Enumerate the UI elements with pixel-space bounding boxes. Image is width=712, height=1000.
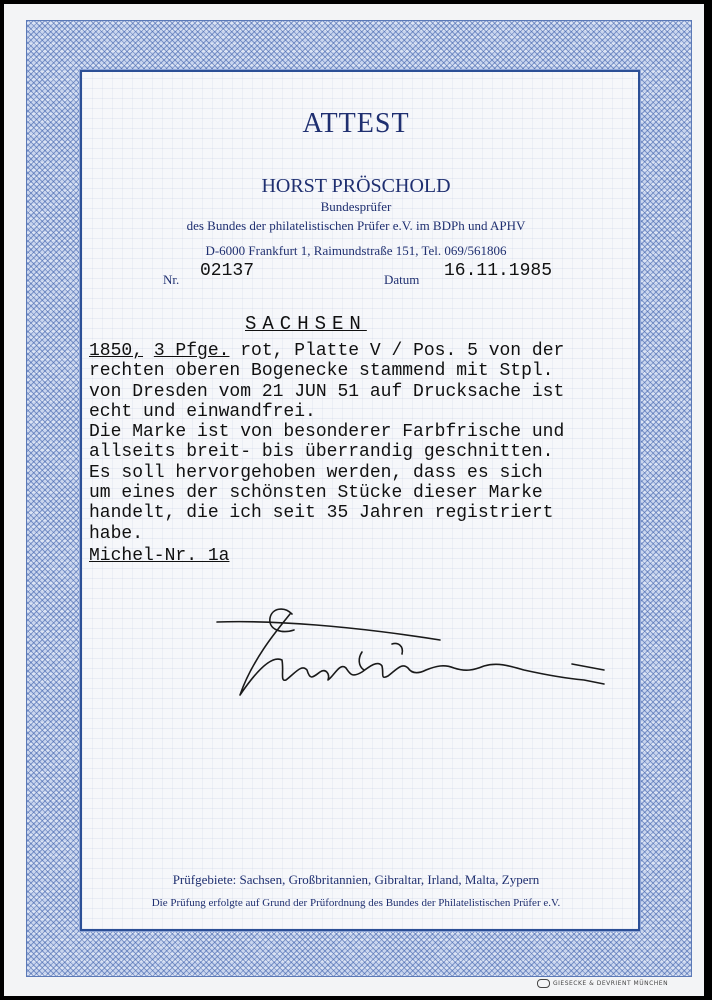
body-line: Die Marke ist von besonderer Farbfrische und — [89, 422, 565, 443]
expert-name: HORST PRÖSCHOLD — [261, 175, 451, 197]
footer-regulation: Die Prüfung erfolgte auf Grund der Prüfordnung des Bundes der Philatelistischen Prüfer e.V. — [151, 897, 561, 909]
body-line: von Dresden vom 21 JUN 51 auf Drucksache ist — [89, 381, 565, 402]
body-line: habe. — [89, 523, 144, 544]
catalog-number: Michel-Nr. 1a — [89, 546, 230, 566]
printer-logo-icon — [537, 979, 550, 988]
body-line: Es soll hervorgehoben werden, dass es sich — [89, 462, 543, 483]
nr-value: 02137 — [200, 261, 255, 281]
body-line: allseits breit- bis überrandig geschnitten. — [89, 442, 554, 463]
certificate-title: ATTEST — [302, 108, 410, 139]
nr-label: Nr. — [163, 272, 180, 287]
value-text: 3 Pfge. — [153, 341, 230, 361]
printer-imprint — [537, 979, 668, 988]
certificate-heading: SACHSEN — [245, 313, 367, 335]
datum-label: Datum — [384, 272, 420, 287]
body-line: handelt, die ich seit 35 Jahren registriert — [89, 503, 554, 524]
body-line: um eines der schönsten Stücke dieser Marke — [89, 483, 543, 504]
datum-value: 16.11.1985 — [444, 261, 553, 281]
printer-name: GIESECKE & DEVRIENT MÜNCHEN — [553, 980, 669, 987]
expert-role: Bundesprüfer — [320, 199, 392, 214]
year-text: 1850, — [89, 341, 144, 361]
body-line: echt und einwandfrei. — [89, 401, 316, 422]
certificate-body — [89, 341, 564, 544]
expert-address: D-6000 Frankfurt 1, Raimundstraße 151, Tel. 069/561806 — [205, 243, 507, 258]
footer-areas: Prüfgebiete: Sachsen, Großbritannien, Gibraltar, Irland, Malta, Zypern — [172, 872, 540, 887]
body-line: rechten oberen Bogenecke stammend mit Stpl. — [89, 361, 554, 382]
signature — [212, 600, 612, 710]
expert-association: des Bundes der philatelistischen Prüfer e.V. im BDPh und APHV — [186, 218, 526, 233]
line-1-rest: rot, Platte V / Pos. 5 von der — [229, 341, 565, 361]
